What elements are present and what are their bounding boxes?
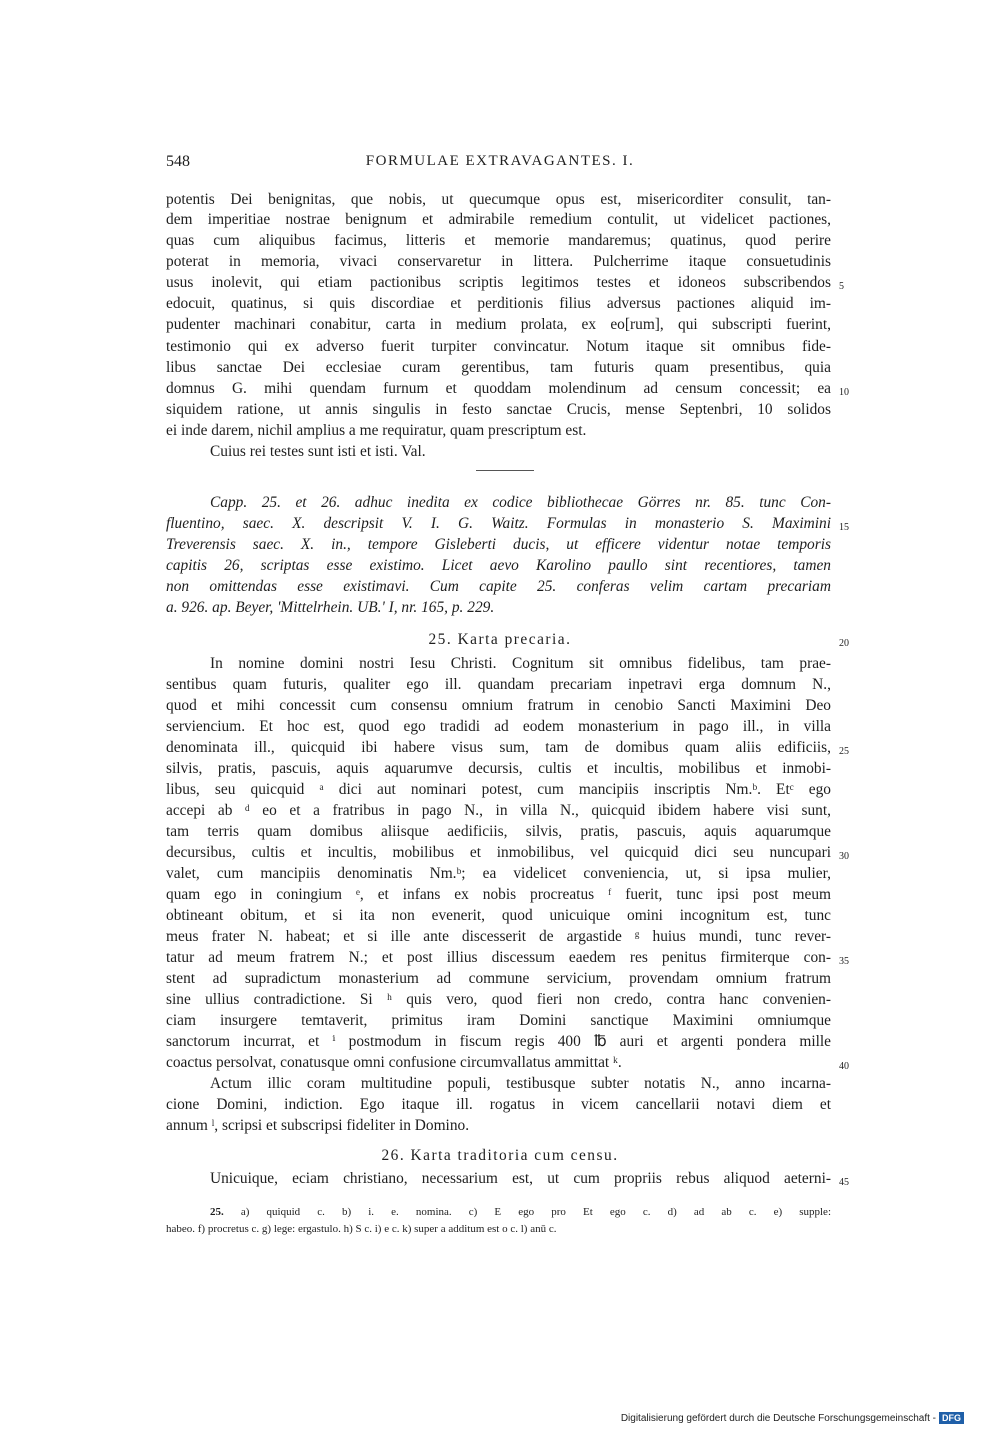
text-line: serviencium. Et hoc est, quod ego tradidi ad eodem monasterium in pago ill., in villa (166, 718, 831, 735)
margin-line-number: 35 (839, 956, 849, 967)
footnote-ref: 25. (210, 1206, 224, 1218)
text-line: cione Domini, indiction. Ego itaque ill. rogatus in vicem cancellarii notavi diem et (166, 1096, 831, 1113)
text-line: sentibus quam futuris, qualiter ego ill. quandam precariam inpetravi erga domnum N., (166, 676, 831, 693)
text-line: accepi ab ᵈ eo et a fratribus in pago N., in villa N., quicquid ibidem habere visi sunt, (166, 802, 831, 819)
credit-text: Digitalisierung gefördert durch die Deutsche Forschungsgemeinschaft - (620, 1412, 936, 1424)
footnote-line (210, 1204, 831, 1220)
text-line: libus sanctae Dei ecclesiae curam gerentibus, tam futuris quam presentibus, quia (166, 359, 831, 376)
text-line: Unicuique, eciam christiano, necessarium est, ut cum propriis rebus aliquod aeterni- (210, 1170, 831, 1187)
text-line: decursibus, cultis et incultis, mobilibus et inmobilibus, vel quicquid dici seu nuncupari (166, 844, 831, 861)
margin-line-number: 40 (839, 1061, 849, 1072)
footnote-line: habeo. f) procretus c. g) lege: ergastulo. h) S c. i) e c. k) super a additum est o c. l) anū c. (166, 1223, 557, 1235)
text-line: quod et mihi concessit cum consensu omnium fratrum in cenobio Sancti Maximini Deo (166, 697, 831, 714)
text-line: meus frater N. habeat; et si ille ante discesserit de argastide ᵍ huius mundi, tunc rever- (166, 928, 831, 945)
text-line: denominata ill., quicquid ibi habere visus sum, tam de domibus quam aliis edificiis, (166, 739, 831, 756)
text-line: ei inde darem, nichil amplius a me requiratur, quam prescriptum est. (166, 422, 587, 439)
margin-line-number: 25 (839, 746, 849, 757)
text-line: stent ad supradictum monasterium ad commune servicium, provendam omnium fratrum (166, 970, 831, 987)
margin-line-number: 5 (839, 281, 844, 292)
text-line: testimonio qui ex adverso fuerit turpiter convincatur. Notum itaque sit omnibus fide- (166, 338, 831, 355)
text-line: Actum illic coram multitudine populi, testibusque subter notatis N., anno incarna- (210, 1075, 831, 1092)
section-heading-25: 25. Karta precaria. (428, 631, 572, 648)
margin-line-number: 30 (839, 851, 849, 862)
section-heading-26: 26. Karta traditoria cum censu. (381, 1147, 619, 1164)
note-line: capitis 26, scriptas esse existimo. Licet aevo Karolino paullo sint recentiores, tamen (166, 557, 831, 574)
text-line: silvis, pratis, pascuis, aquis aquarumve decursis, cultis et incultis, mobilibus et inmobi- (166, 760, 831, 777)
note-line: Treverensis saec. X. in., tempore Gisleberti ducis, ut efficere videntur notae temporis (166, 536, 831, 553)
text-line: quas cum aliquibus facimus, litteris et memorie mandaremus; quatinus, quod perire (166, 232, 831, 249)
text-line: In nomine domini nostri Iesu Christi. Cognitum sit omnibus fidelibus, tam prae- (210, 655, 831, 672)
note-line: a. 926. ap. Beyer, 'Mittelrhein. UB.' I, nr. 165, p. 229. (166, 599, 495, 616)
margin-line-number: 15 (839, 522, 849, 533)
text-line: usus inolevit, qui etiam pactionibus scriptis legitimos testes et idoneos subscribendos (166, 274, 831, 291)
margin-line-number: 20 (839, 638, 849, 649)
text-line: ciam insurgere temtaverit, primitus iram Domini sanctique Maximini omniumque (166, 1012, 831, 1029)
witness-line: Cuius rei testes sunt isti et isti. Val. (210, 443, 426, 460)
text-line: libus, seu quicquid ᵃ dici aut nominari potest, cum mancipiis inscriptis Nm.ᵇ. Etᶜ ego (166, 781, 831, 798)
text-line: pudenter machinari conabitur, carta in medium prolata, ex eo[rum], qui subscripti fuerint, (166, 316, 831, 333)
text-line: obtineant obitum, et si ita non evenerit, quod unicuique omini incognitum est, tunc (166, 907, 831, 924)
separator-rule (476, 470, 534, 471)
text-line: quam ego in coningium ᵉ, et infans ex nobis procreatus ᶠ fuerit, tunc ipsi post meum (166, 886, 831, 903)
note-line: fluentino, saec. X. descripsit V. I. G. Waitz. Formulas in monasterio S. Maximini (166, 515, 831, 532)
text-line: dem imperitiae nostrae benignum et admirabile remedium contulit, ut videlicet pactiones, (166, 211, 831, 228)
text-line: edocuit, quatinus, si quis discordiae et perditionis filius adversus pactiones aliquid im- (166, 295, 831, 312)
text-line: poterat in memoria, vivaci conservaretur in littera. Pulcherrime itaque consuetudinis (166, 253, 831, 270)
text-line: annum ˡ, scripsi et subscripsi fideliter in Domino. (166, 1117, 470, 1134)
margin-line-number: 45 (839, 1177, 849, 1188)
page-number: 548 (166, 153, 190, 170)
dfg-logo: DFG (939, 1412, 964, 1424)
text-line: domnus G. mihi quendam furnum et quoddam molendinum ad censum concessit; ea (166, 380, 831, 397)
digitization-credit (621, 1412, 964, 1424)
text-line: siquidem ratione, ut annis singulis in festo sanctae Crucis, mense Septenbri, 10 solidos (166, 401, 831, 418)
text-line: sine ullius contradictione. Si ʰ quis vero, quod fieri non credo, contra hanc convenien- (166, 991, 831, 1008)
text-line: coactus persolvat, conatusque omni confusione circumvallatus ammittat ᵏ. (166, 1054, 622, 1071)
text-line: sanctorum incurrat, et ⁱ postmodum in fiscum regis 400 ℔ auri et argenti pondera mille (166, 1033, 831, 1050)
note-line: Capp. 25. et 26. adhuc inedita ex codice bibliothecae Görres nr. 85. tunc Con- (210, 494, 831, 511)
margin-line-number: 10 (839, 387, 849, 398)
note-line: non omittendas esse existimavi. Cum capite 25. conferas velim cartam precariam (166, 578, 831, 595)
text-line: tam terris quam domibus aliisque aedificiis, silvis, pratis, pascuis, aquis aquarumque (166, 823, 831, 840)
text-line: valet, cum mancipiis denominatis Nm.ᵇ; ea videlicet conveniencia, ut, si ipsa mulier, (166, 865, 831, 882)
footnote-text: a) quiquid c. b) i. e. nomina. c) E ego pro Et ego c. d) ad ab c. e) supple: (240, 1206, 831, 1218)
text-line: tatur ad meum fratrem N.; et post illius discessum eaedem res penitus firmiterque con- (166, 949, 831, 966)
running-title: FORMULAE EXTRAVAGANTES. I. (365, 153, 635, 169)
text-line: potentis Dei benignitas, que nobis, ut quecumque opus est, misericorditer consulit, tan- (166, 191, 831, 208)
